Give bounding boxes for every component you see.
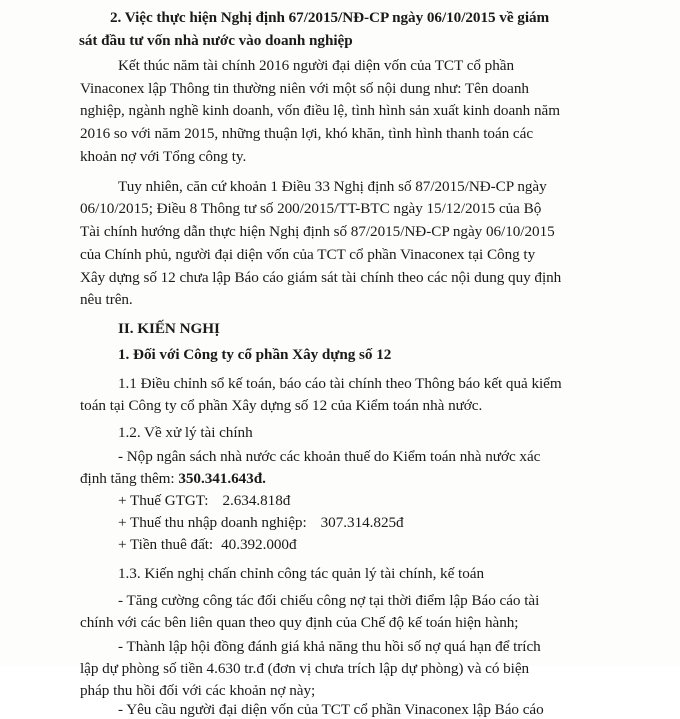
para-1-line-1: Kết thúc năm tài chính 2016 người đại diện vốn của TCT cổ phần	[118, 57, 515, 74]
tax-item-value: 307.314.825đ	[320, 514, 404, 531]
item-1-3-bullet-2-line-3: pháp thu hồi đối với các khoản nợ này;	[80, 682, 316, 699]
para-1-line-4: 2016 so với năm 2015, những thuận lợi, khó khăn, tình hình thanh toán các	[80, 125, 534, 142]
para-2-line-6: nêu trên.	[80, 291, 133, 308]
para-1-line-2: Vinaconex lập Thông tin thường niên với một số nội dung như: Tên doanh	[80, 80, 529, 97]
tax-item-vat	[118, 491, 290, 510]
item-1-3-heading: 1.3. Kiến nghị chấn chỉnh công tác quản lý tài chính, kế toán	[118, 565, 484, 582]
tax-item-value: 2.634.818đ	[222, 492, 291, 509]
item-1-3-bullet-1-line-2: chính với các bên liên quan theo quy định của Chế độ kế toán hiện hành;	[80, 614, 519, 631]
item-1-3-bullet-2-line-1: - Thành lập hội đồng đánh giá khả năng thu hồi số nợ quá hạn để trích	[118, 638, 541, 655]
para-1-line-5: khoản nợ với Tổng công ty.	[80, 148, 247, 165]
item-1-3-bullet-1-line-1: - Tăng cường công tác đối chiếu công nợ tại thời điểm lập Báo cáo tài	[118, 592, 540, 609]
para-2-line-4: của Chính phủ, người đại diện vốn của TCT cổ phần Vinaconex tại Công ty	[80, 246, 536, 263]
para-1-line-3: nghiệp, ngành nghề kinh doanh, vốn điều lệ, tình hình sản xuất kinh doanh năm	[80, 102, 560, 119]
section-2-heading-line-1: 2. Việc thực hiện Nghị định 67/2015/NĐ-CP ngày 06/10/2015 về giám	[110, 9, 550, 26]
item-1-2-line-1: - Nộp ngân sách nhà nước các khoản thuế do Kiểm toán nhà nước xác	[118, 448, 541, 465]
tax-item-label: + Thuế thu nhập doanh nghiệp:	[118, 514, 307, 531]
tax-item-cit	[118, 513, 404, 532]
para-2-line-3: Tài chính hướng dẫn thực hiện Nghị định số 87/2015/NĐ-CP ngày 06/10/2015	[80, 223, 555, 240]
item-1-3-bullet-2-line-2	[80, 659, 530, 677]
subsection-1-heading: 1. Đối với Công ty cổ phần Xây dựng số 12	[118, 346, 392, 363]
section-2-heading-line-2: sát đầu tư vốn nhà nước vào doanh nghiệp	[79, 32, 353, 49]
para-2-line-1: Tuy nhiên, căn cứ khoản 1 Điều 33 Nghị định số 87/2015/NĐ-CP ngày	[118, 178, 547, 195]
tax-item-value: 40.392.000đ	[221, 536, 297, 553]
item-1-2-heading: 1.2. Về xử lý tài chính	[118, 424, 253, 441]
tax-item-label: + Tiền thuê đất:	[118, 536, 214, 553]
cut-off-line: - Yêu cầu người đại diện vốn của TCT cổ phần Vinaconex lập Báo cáo	[118, 701, 544, 718]
section-ii-heading: II. KIẾN NGHỊ	[118, 320, 220, 337]
total-amount: 350.341.643đ.	[178, 470, 266, 487]
para-2-line-5: Xây dựng số 12 chưa lập Báo cáo giám sát tài chính theo các nội dung quy định	[80, 269, 562, 286]
item-1-2-line-2	[80, 469, 266, 488]
para-2-line-2: 06/10/2015; Điều 8 Thông tư số 200/2015/TT-BTC ngày 15/12/2015 của Bộ	[80, 200, 542, 217]
item-1-1-line-1: 1.1 Điều chỉnh sổ kế toán, báo cáo tài chính theo Thông báo kết quả kiểm	[118, 375, 562, 392]
tax-item-land-rent	[118, 535, 297, 554]
item-1-2-line-2-prefix: định tăng thêm:	[80, 470, 179, 487]
item-1-1-line-2: toán tại Công ty cổ phần Xây dựng số 12 của Kiểm toán nhà nước.	[80, 397, 483, 414]
tax-item-label: + Thuế GTGT:	[118, 492, 209, 509]
item-1-3-bullet-2-line-2-text: lập dự phòng số tiền 4.630 tr.đ (đơn vị chưa trích lập dự phòng) và có biện	[80, 660, 530, 677]
